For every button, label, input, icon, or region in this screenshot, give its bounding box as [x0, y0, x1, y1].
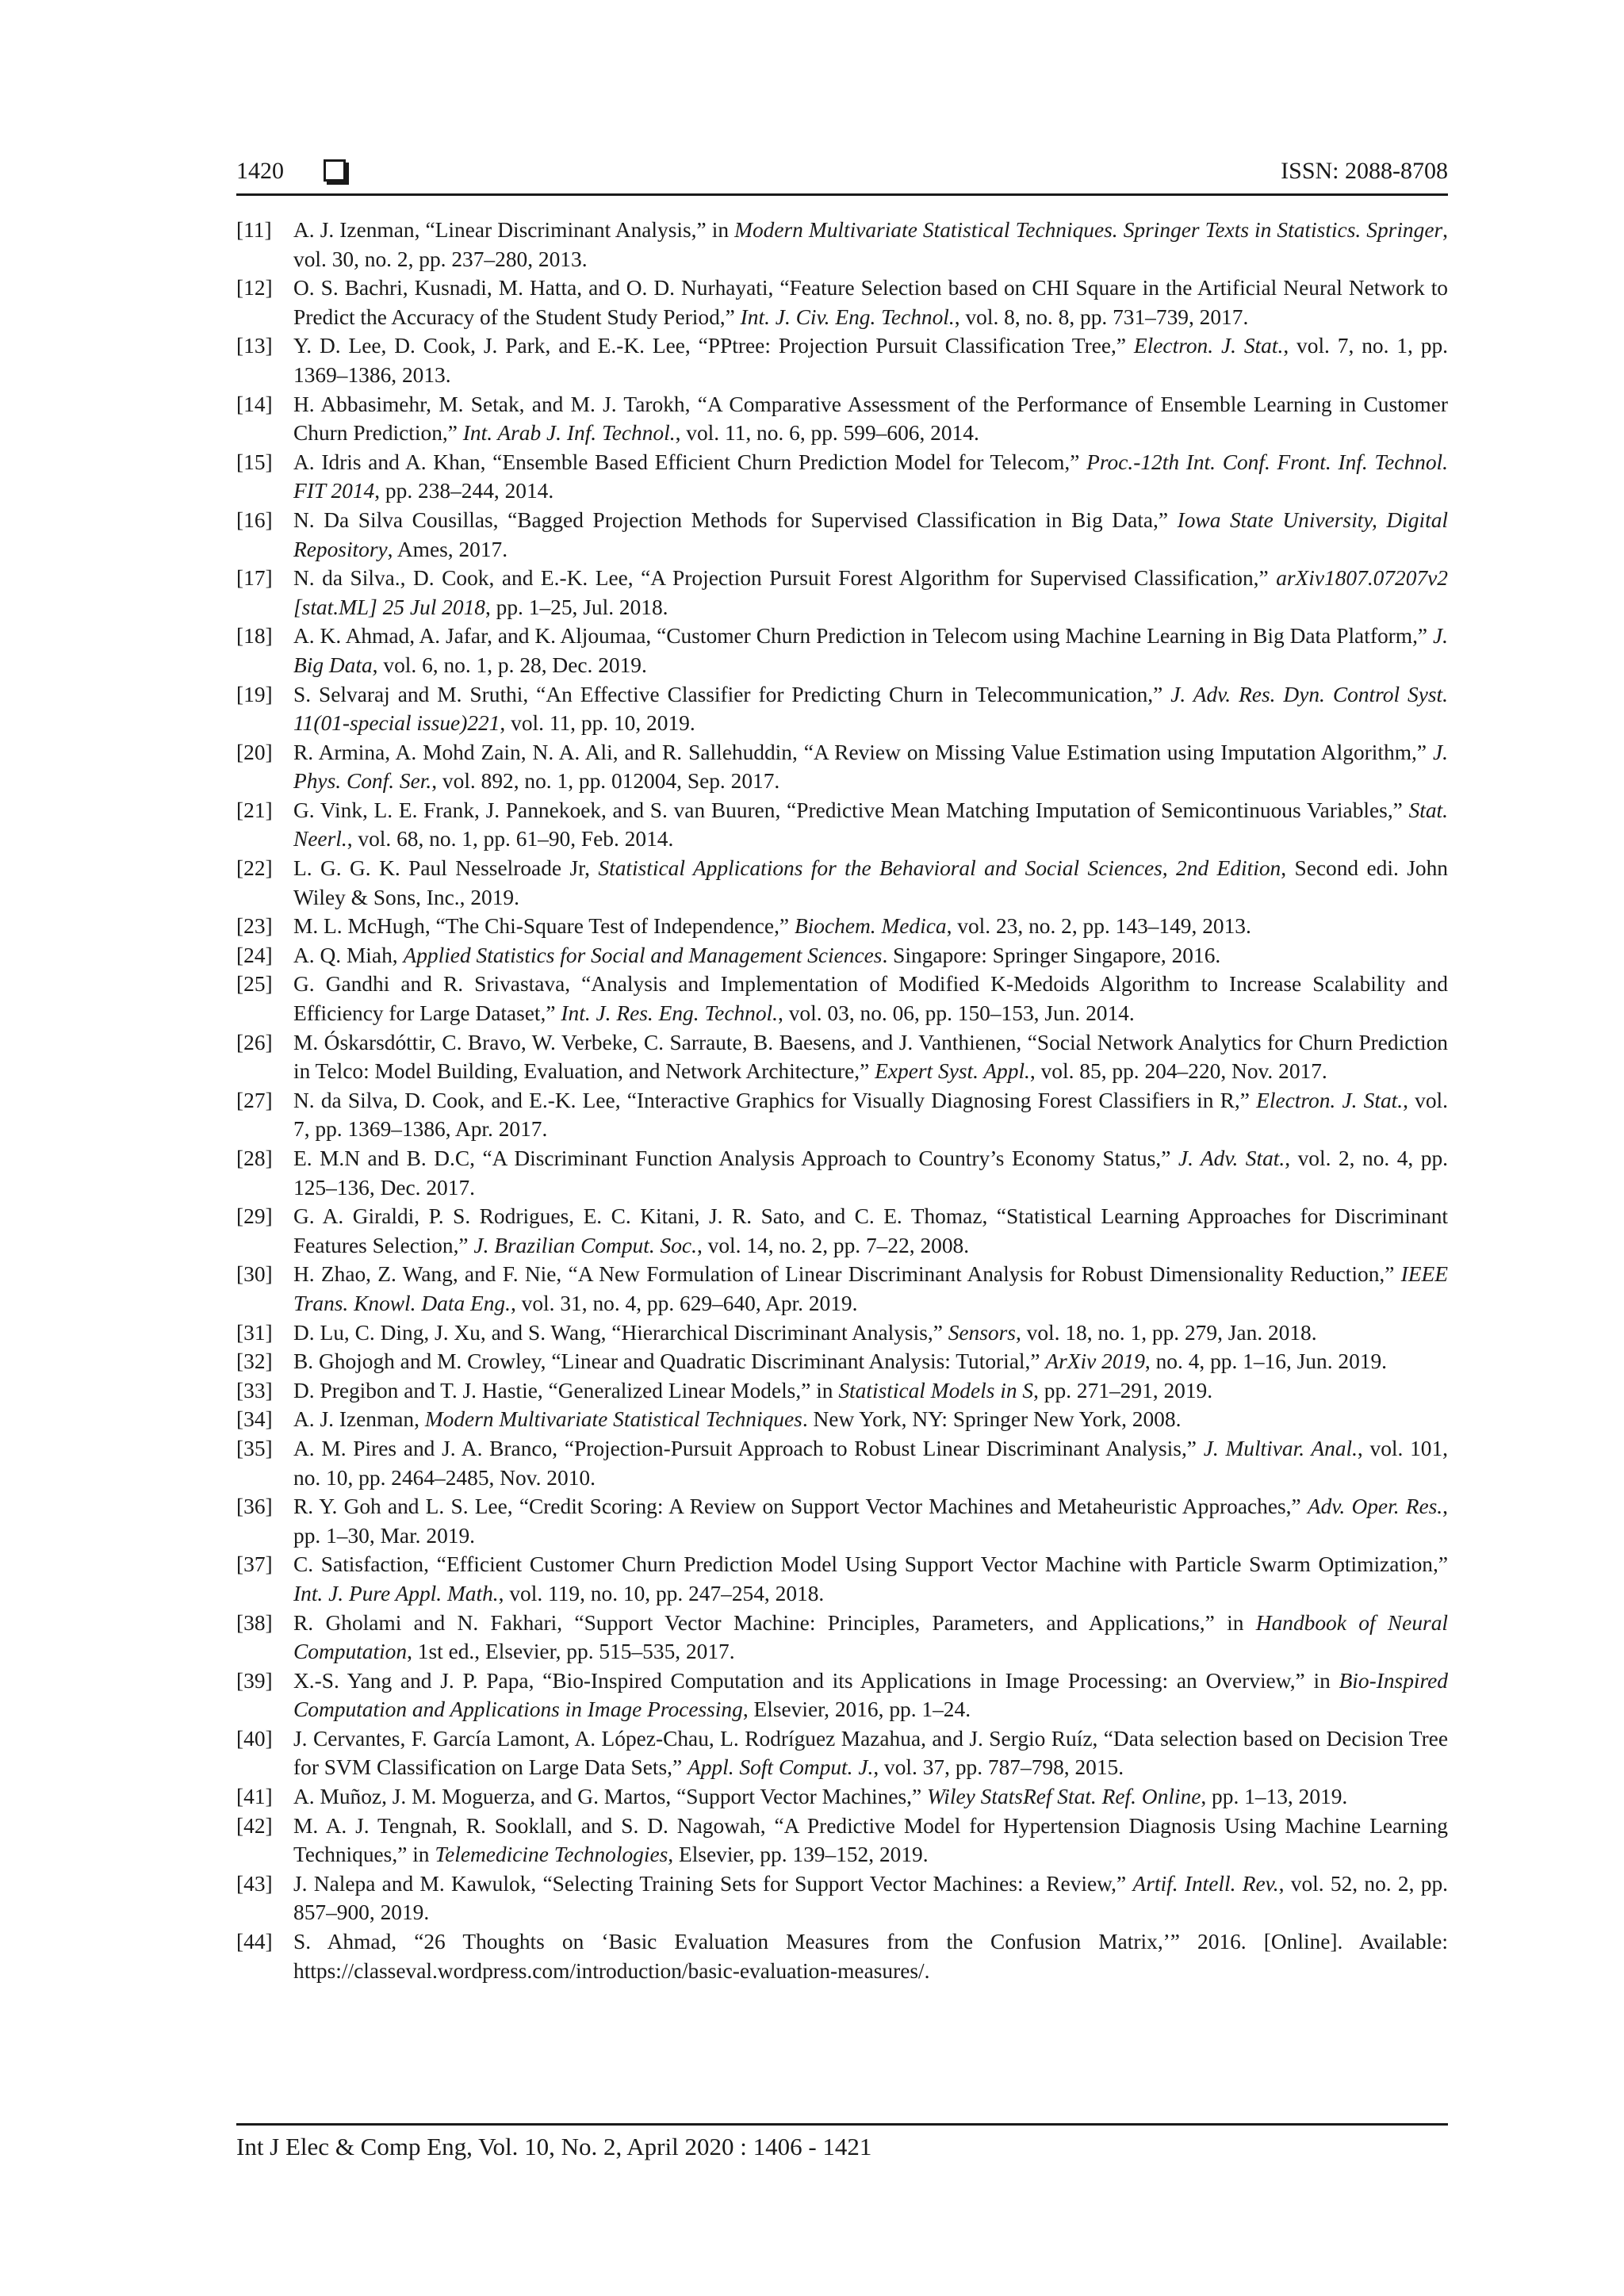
reference-source: J. Big Data	[293, 624, 1448, 677]
reference-text: , vol. 892, no. 1, pp. 012004, Sep. 2017.	[431, 769, 780, 794]
reference-text: , vol. 52, no. 2, pp. 857–900, 2019.	[293, 1871, 1448, 1925]
reference-text: B. Ghojogh and M. Crowley, “Linear and Quadratic Discriminant Analysis: Tutorial,”	[293, 1349, 1046, 1374]
reference-text: S. Ahmad, “26 Thoughts on ‘Basic Evaluation Measures from the Confusion Matrix,’” 2016. [Online]. Available: https://classeval.wordpress.com/introduction/basic-evaluation-measures/.	[293, 1930, 1448, 1983]
reference-number: [17]	[236, 566, 273, 591]
reference-item	[236, 1869, 1448, 1927]
reference-number: [22]	[236, 856, 273, 881]
reference-number: [40]	[236, 1726, 273, 1751]
reference-item	[236, 448, 1448, 506]
reference-number: [13]	[236, 334, 273, 358]
reference-item	[236, 1318, 1448, 1348]
reference-text: , vol. 68, no. 1, pp. 61–90, Feb. 2014.	[347, 827, 674, 851]
reference-text: , pp. 271–291, 2019.	[1033, 1378, 1213, 1402]
reference-number: [11]	[236, 218, 272, 242]
reference-text: A. Muñoz, J. M. Moguerza, and G. Martos, “Support Vector Machines,”	[293, 1785, 927, 1809]
reference-text: N. Da Silva Cousillas, “Bagged Projection Methods for Supervised Classification in Big Data,”	[293, 507, 1178, 532]
reference-text: E. M.N and B. D.C, “A Discriminant Function Analysis Approach to Country’s Economy Status,”	[293, 1146, 1178, 1170]
reference-text: , vol. 85, pp. 204–220, Nov. 2017.	[1029, 1059, 1327, 1084]
reference-source: Telemedicine Technologies	[435, 1843, 668, 1867]
reference-number: [44]	[236, 1930, 273, 1954]
reference-number: [41]	[236, 1785, 273, 1809]
reference-item	[236, 854, 1448, 912]
reference-text: A. M. Pires and J. A. Branco, “Projection-Pursuit Approach to Robust Linear Discriminant Analysis,”	[293, 1436, 1204, 1460]
reference-number: [26]	[236, 1030, 273, 1054]
reference-text: , 1st ed., Elsevier, pp. 515–535, 2017.	[407, 1640, 735, 1664]
reference-item	[236, 1724, 1448, 1782]
reference-item	[236, 1812, 1448, 1869]
reference-item	[236, 1492, 1448, 1550]
reference-source: IEEE Trans. Knowl. Data Eng.	[293, 1262, 1448, 1315]
reference-source: Stat. Neerl.	[293, 798, 1448, 851]
reference-number: [37]	[236, 1552, 273, 1577]
reference-item	[236, 1086, 1448, 1144]
reference-item	[236, 796, 1448, 854]
reference-text: , Ames, 2017.	[387, 537, 508, 561]
reference-text: C. Satisfaction, “Efficient Customer Churn Prediction Model Using Support Vector Machine with Particle Swarm Optimization,”	[293, 1552, 1448, 1577]
reference-text: G. Vink, L. E. Frank, J. Pannekoek, and S. van Buuren, “Predictive Mean Matching Imputation of Semicontinuous Variables,”	[293, 798, 1409, 822]
reference-text: A. Q. Miah,	[293, 943, 404, 967]
reference-item	[236, 274, 1448, 331]
reference-source: Expert Syst. Appl.	[875, 1059, 1030, 1084]
reference-item	[236, 1927, 1448, 1985]
reference-text: , pp. 238–244, 2014.	[374, 479, 554, 503]
reference-source: J. Adv. Res. Dyn. Control Syst. 11(01-special issue)221	[293, 682, 1449, 736]
reference-item	[236, 1028, 1448, 1086]
square-bullet-icon	[324, 159, 346, 182]
reference-item	[236, 1202, 1448, 1260]
reference-number: [32]	[236, 1349, 273, 1374]
reference-number: [38]	[236, 1610, 273, 1635]
reference-item	[236, 564, 1448, 622]
reference-text: M. L. McHugh, “The Chi-Square Test of Independence,”	[293, 914, 795, 939]
reference-number: [23]	[236, 914, 273, 939]
reference-source: Int. J. Pure Appl. Math.	[293, 1581, 499, 1605]
reference-item	[236, 1376, 1448, 1406]
reference-source: Handbook of Neural Computation	[293, 1610, 1448, 1664]
reference-text: , vol. 03, no. 06, pp. 150–153, Jun. 2014.	[778, 1001, 1135, 1026]
reference-source: J. Phys. Conf. Ser.	[293, 740, 1448, 794]
reference-number: [20]	[236, 740, 273, 764]
reference-number: [33]	[236, 1378, 273, 1402]
reference-text: J. Nalepa and M. Kawulok, “Selecting Training Sets for Support Vector Machines: a Review,”	[293, 1871, 1133, 1896]
reference-item	[236, 1405, 1448, 1434]
reference-number: [14]	[236, 392, 273, 416]
reference-item	[236, 216, 1448, 274]
reference-source: Bio-Inspired Computation and Applications in Image Processing	[293, 1668, 1448, 1722]
reference-text: N. da Silva, D. Cook, and E.-K. Lee, “Interactive Graphics for Visually Diagnosing Forest Classifiers in R,”	[293, 1088, 1257, 1112]
reference-item	[236, 738, 1448, 796]
reference-source: Iowa State University, Digital Repository	[293, 507, 1448, 561]
reference-text: , pp. 1–13, 2019.	[1201, 1785, 1348, 1809]
reference-text: G. Gandhi and R. Srivastava, “Analysis and Implementation of Modified K-Medoids Algorithm to Increase Scalability and Efficiency for Large Dataset,”	[293, 972, 1448, 1026]
reference-text: R. Gholami and N. Fakhari, “Support Vector Machine: Principles, Parameters, and Applications,” in	[293, 1610, 1256, 1635]
reference-source: Statistical Models in S	[838, 1378, 1034, 1402]
reference-text: , vol. 2, no. 4, pp. 125–136, Dec. 2017.	[293, 1146, 1449, 1200]
reference-item	[236, 506, 1448, 564]
reference-text: A. K. Ahmad, A. Jafar, and K. Aljoumaa, “Customer Churn Prediction in Telecom using Machine Learning in Big Data Platform,”	[293, 624, 1433, 649]
reference-text: , pp. 1–25, Jul. 2018.	[485, 595, 668, 619]
reference-text: , vol. 30, no. 2, pp. 237–280, 2013.	[293, 218, 1449, 271]
reference-source: J. Multivar. Anal.	[1203, 1436, 1358, 1460]
reference-number: [28]	[236, 1146, 273, 1170]
reference-text: R. Armina, A. Mohd Zain, N. A. Ali, and R. Sallehuddin, “A Review on Missing Value Estimation using Imputation Algorithm,”	[293, 740, 1433, 764]
reference-text: A. Idris and A. Khan, “Ensemble Based Efficient Churn Prediction Model for Telecom,”	[293, 450, 1087, 474]
reference-number: [18]	[236, 624, 273, 649]
reference-source: Biochem. Medica	[794, 914, 947, 939]
issn-label: ISSN: 2088-8708	[1281, 158, 1448, 184]
reference-source: Appl. Soft Comput. J.	[688, 1755, 874, 1780]
reference-text: G. A. Giraldi, P. S. Rodrigues, E. C. Kitani, J. R. Sato, and C. E. Thomaz, “Statistical Learning Approaches for Discriminant Features Selection,”	[293, 1204, 1448, 1257]
reference-text: , vol. 37, pp. 787–798, 2015.	[873, 1755, 1124, 1780]
reference-source: Adv. Oper. Res.	[1307, 1494, 1443, 1519]
reference-text: , vol. 23, no. 2, pp. 143–149, 2013.	[946, 914, 1251, 939]
reference-source: Int. Arab J. Inf. Technol.	[462, 421, 676, 446]
reference-item	[236, 1782, 1448, 1812]
reference-text: , vol. 18, no. 1, pp. 279, Jan. 2018.	[1015, 1320, 1317, 1345]
reference-number: [25]	[236, 972, 273, 997]
reference-number: [36]	[236, 1494, 273, 1519]
reference-text: , vol. 14, no. 2, pp. 7–22, 2008.	[696, 1233, 970, 1257]
reference-text: , vol. 119, no. 10, pp. 247–254, 2018.	[498, 1581, 825, 1605]
reference-item	[236, 622, 1448, 679]
reference-text: D. Pregibon and T. J. Hastie, “Generalized Linear Models,” in	[293, 1378, 839, 1402]
reference-number: [19]	[236, 682, 273, 706]
reference-number: [34]	[236, 1407, 273, 1432]
reference-text: M. Óskarsdóttir, C. Bravo, W. Verbeke, C. Sarraute, B. Baesens, and J. Vanthienen, “Social Network Analytics for Churn Prediction in Telco: Model Building, Evaluation, and Network Architecture,”	[293, 1030, 1448, 1084]
reference-text: , no. 4, pp. 1–16, Jun. 2019.	[1144, 1349, 1388, 1374]
reference-number: [24]	[236, 943, 273, 967]
reference-text: . Singapore: Springer Singapore, 2016.	[882, 943, 1221, 967]
reference-item	[236, 680, 1448, 738]
reference-text: N. da Silva., D. Cook, and E.-K. Lee, “A Projection Pursuit Forest Algorithm for Supervised Classification,”	[293, 566, 1277, 591]
footer-rule	[236, 2123, 1448, 2126]
reference-item	[236, 1667, 1448, 1724]
page-number: 1420	[236, 158, 284, 184]
reference-text: S. Selvaraj and M. Sruthi, “An Effective Classifier for Predicting Churn in Telecommunication,”	[293, 682, 1171, 706]
reference-text: , Elsevier, 2016, pp. 1–24.	[742, 1697, 971, 1722]
reference-source: Statistical Applications for the Behavioral and Social Sciences, 2nd Edition	[598, 856, 1281, 881]
reference-text: , vol. 8, no. 8, pp. 731–739, 2017.	[954, 304, 1249, 329]
reference-source: Int. J. Res. Eng. Technol.	[561, 1001, 779, 1026]
reference-item	[236, 331, 1448, 389]
reference-number: [27]	[236, 1088, 273, 1112]
reference-text: , pp. 1–30, Mar. 2019.	[293, 1494, 1448, 1548]
reference-text: , vol. 7, no. 1, pp. 1369–1386, 2013.	[293, 334, 1449, 387]
reference-item	[236, 1260, 1448, 1318]
reference-source: Electron. J. Stat.	[1133, 334, 1284, 358]
reference-number: [43]	[236, 1871, 273, 1896]
reference-item	[236, 1144, 1448, 1202]
reference-text: , Elsevier, pp. 139–152, 2019.	[668, 1843, 929, 1867]
reference-source: Modern Multivariate Statistical Techniques	[424, 1407, 802, 1432]
reference-item	[236, 941, 1448, 970]
reference-number: [12]	[236, 276, 273, 300]
reference-item	[236, 970, 1448, 1027]
reference-text: Y. D. Lee, D. Cook, J. Park, and E.-K. Lee, “PPtree: Projection Pursuit Classification Tree,”	[293, 334, 1134, 358]
footer-citation: Int J Elec & Comp Eng, Vol. 10, No. 2, April 2020 : 1406 - 1421	[236, 2133, 872, 2160]
header-rule	[236, 193, 1448, 196]
reference-text: . New York, NY: Springer New York, 2008.	[802, 1407, 1182, 1432]
reference-source: Int. J. Civ. Eng. Technol.	[740, 304, 955, 329]
running-header	[236, 155, 1448, 193]
reference-item	[236, 1434, 1448, 1492]
reference-text: , vol. 6, no. 1, p. 28, Dec. 2019.	[372, 652, 647, 677]
reference-text: X.-S. Yang and J. P. Papa, “Bio-Inspired Computation and its Applications in Image Processing: an Overview,” in	[293, 1668, 1339, 1693]
reference-text: , vol. 11, no. 6, pp. 599–606, 2014.	[675, 421, 979, 446]
reference-source: J. Adv. Stat.	[1178, 1146, 1285, 1170]
reference-text: H. Zhao, Z. Wang, and F. Nie, “A New Formulation of Linear Discriminant Analysis for Robust Dimensionality Reduction,”	[293, 1262, 1401, 1287]
reference-source: Electron. J. Stat.	[1256, 1088, 1404, 1112]
reference-item	[236, 390, 1448, 448]
reference-text: A. J. Izenman,	[293, 1407, 425, 1432]
reference-text: O. S. Bachri, Kusnadi, M. Hatta, and O. D. Nurhayati, “Feature Selection based on CHI Square in the Artificial Neural Network to Predict the Accuracy of the Student Study Period,”	[293, 276, 1448, 329]
reference-number: [16]	[236, 507, 273, 532]
reference-text: , vol. 101, no. 10, pp. 2464–2485, Nov. 2010.	[293, 1436, 1449, 1490]
reference-list	[236, 216, 1448, 1985]
reference-item	[236, 1550, 1448, 1608]
reference-text: , Second edi. John Wiley & Sons, Inc., 2019.	[293, 856, 1448, 909]
reference-number: [42]	[236, 1813, 273, 1838]
reference-text: A. J. Izenman, “Linear Discriminant Analysis,” in	[293, 218, 735, 242]
reference-source: Applied Statistics for Social and Management Sciences	[403, 943, 883, 967]
reference-number: [30]	[236, 1262, 273, 1287]
reference-number: [21]	[236, 798, 273, 822]
reference-text: M. A. J. Tengnah, R. Sooklall, and S. D. Nagowah, “A Predictive Model for Hypertension Diagnosis Using Machine Learning Techniques,” in	[293, 1813, 1448, 1867]
reference-text: D. Lu, C. Ding, J. Xu, and S. Wang, “Hierarchical Discriminant Analysis,”	[293, 1320, 948, 1345]
reference-item	[236, 1609, 1448, 1667]
reference-number: [35]	[236, 1436, 273, 1460]
reference-text: H. Abbasimehr, M. Setak, and M. J. Tarokh, “A Comparative Assessment of the Performance of Ensemble Learning in Customer Churn Prediction,”	[293, 392, 1448, 446]
reference-text: J. Cervantes, F. García Lamont, A. López-Chau, L. Rodríguez Mazahua, and J. Sergio Ruíz, “Data selection based on Decision Tree for SVM Classification on Large Data Sets,”	[293, 1726, 1448, 1780]
reference-source: Proc.-12th Int. Conf. Front. Inf. Technol. FIT 2014	[293, 450, 1448, 503]
reference-source: Modern Multivariate Statistical Techniques. Springer Texts in Statistics. Springer	[734, 218, 1443, 242]
reference-text: , vol. 7, pp. 1369–1386, Apr. 2017.	[293, 1088, 1448, 1142]
reference-source: arXiv1807.07207v2 [stat.ML] 25 Jul 2018	[293, 566, 1448, 619]
reference-number: [39]	[236, 1668, 273, 1693]
reference-source: Sensors	[948, 1320, 1016, 1345]
reference-number: [31]	[236, 1320, 273, 1345]
reference-number: [15]	[236, 450, 273, 474]
reference-source: Artif. Intell. Rev.	[1132, 1871, 1279, 1896]
reference-text: , vol. 11, pp. 10, 2019.	[500, 711, 695, 736]
reference-source: ArXiv 2019	[1045, 1349, 1145, 1374]
reference-item	[236, 912, 1448, 941]
reference-source: Wiley StatsRef Stat. Ref. Online	[927, 1785, 1201, 1809]
reference-text: R. Y. Goh and L. S. Lee, “Credit Scoring: A Review on Support Vector Machines and Metaheuristic Approaches,”	[293, 1494, 1308, 1519]
reference-source: J. Brazilian Comput. Soc.	[473, 1233, 697, 1257]
reference-item	[236, 1347, 1448, 1376]
reference-number: [29]	[236, 1204, 273, 1229]
reference-text: L. G. G. K. Paul Nesselroade Jr,	[293, 856, 599, 881]
reference-text: , vol. 31, no. 4, pp. 629–640, Apr. 2019.	[510, 1291, 858, 1315]
